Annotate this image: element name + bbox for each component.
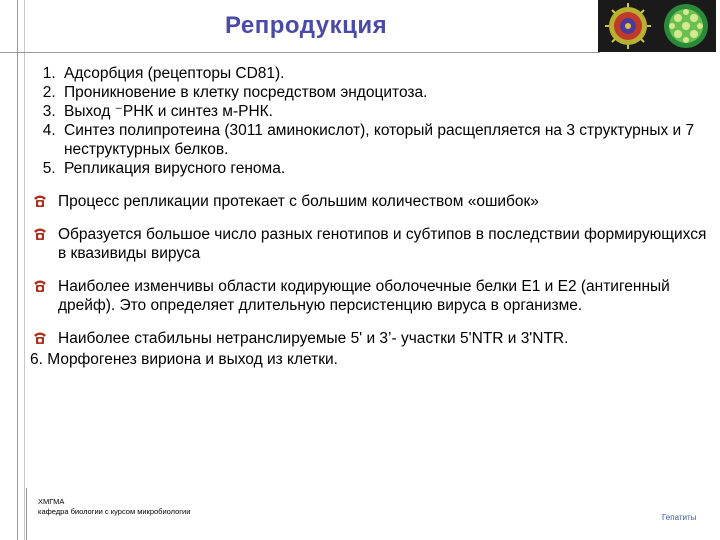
step-item: 5. Репликация вирусного генома.	[60, 159, 710, 178]
step-item: 2. Проникновение в клетку посредством эндоцитоза.	[60, 83, 710, 102]
telephone-icon	[32, 226, 48, 242]
footer-org: ХМГМА	[38, 497, 65, 506]
bullet-item	[30, 277, 710, 315]
virus-particles-image	[598, 0, 716, 52]
telephone-icon	[32, 330, 48, 346]
telephone-icon	[32, 193, 48, 209]
bullet-item	[30, 192, 710, 211]
steps-list	[30, 64, 710, 178]
footer-dept: кафедра биологии с курсом микробиологии	[38, 507, 191, 516]
footer-topic: Гепатиты	[662, 513, 697, 522]
left-rule-inner	[24, 0, 25, 540]
footer-institution	[38, 497, 190, 517]
header-rule	[0, 52, 600, 53]
slide-body	[30, 64, 710, 369]
step-item: 4. Синтез полипротеина (3011 аминокислот), который расщепляется на 3 структурных и 7 неструктурных белков.	[60, 121, 710, 159]
telephone-icon	[32, 278, 48, 294]
bullet-text: Образуется большое число разных генотипов и субтипов в последствии формирующихся в квазивиды вируса	[58, 226, 707, 262]
footer-rule	[26, 488, 27, 540]
step-item: 3. Выход ⁻РНК и синтез м-РНК.	[60, 102, 710, 121]
bullet-text: Наиболее стабильны нетранслируемые 5' и 3’- участки 5'NTR и 3'NTR.	[58, 330, 569, 347]
final-step: 6. Морфогенез вириона и выход из клетки.	[30, 351, 338, 368]
bullet-text: Процесс репликации протекает с большим количеством «ошибок»	[58, 193, 539, 210]
page-title: Репродукция	[225, 12, 388, 39]
step-item: 1. Адсорбция (рецепторы CD81).	[60, 64, 710, 83]
bullet-item	[30, 225, 710, 263]
left-rule	[17, 0, 18, 540]
bullet-text: Наиболее изменчивы области кодирующие оболочечные белки Е1 и Е2 (антигенный дрейф). Это определяет длительную персистенцию вируса в организме.	[58, 278, 670, 314]
bullet-item	[30, 329, 710, 348]
